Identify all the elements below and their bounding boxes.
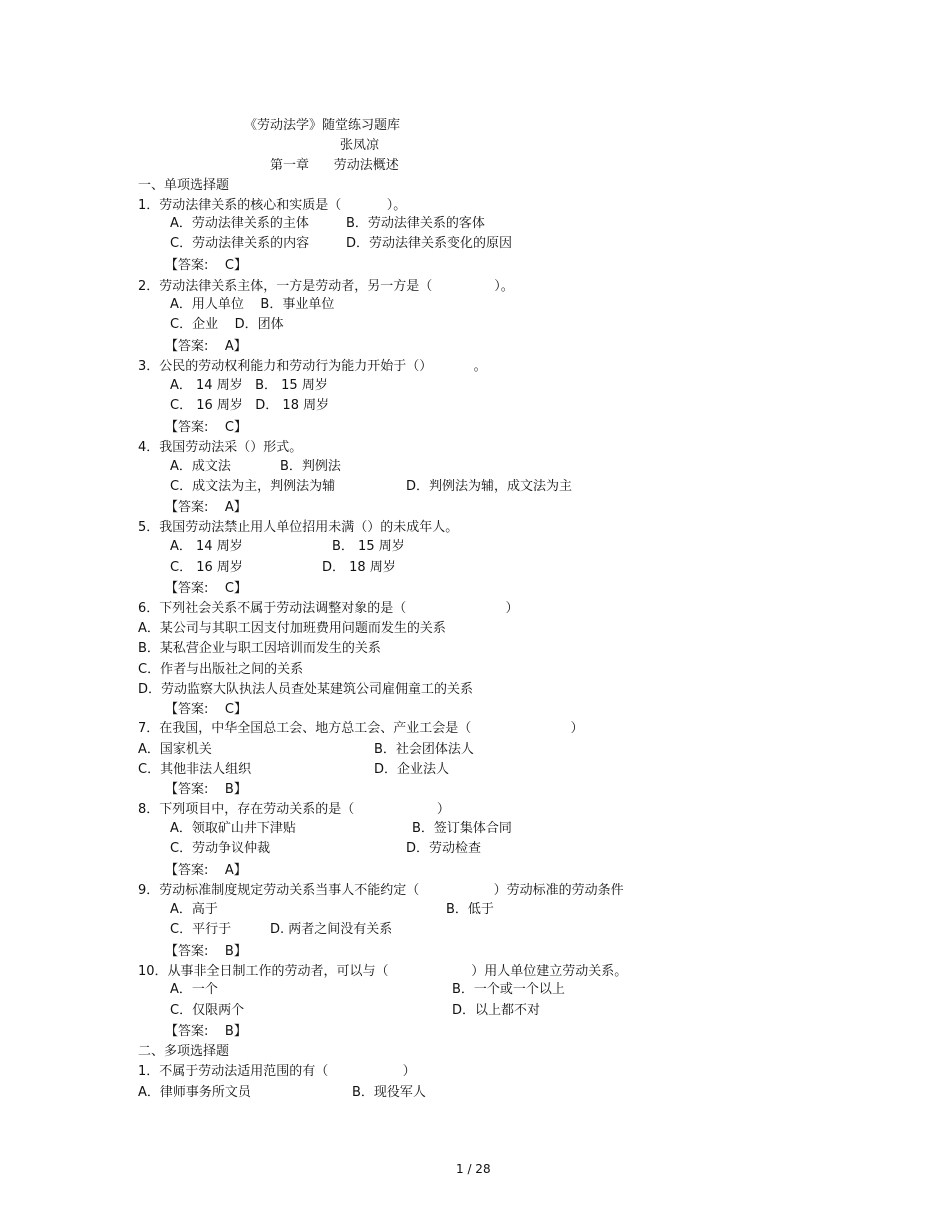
- question-stem: 3．公民的劳动权利能力和劳动行为能力开始于（） 。: [138, 359, 487, 374]
- question-stem: 1．劳动法律关系的核心和实质是（ ）。: [138, 198, 407, 213]
- chapter-heading: 第一章 劳动法概述: [270, 158, 399, 173]
- answer: 【答案: C】: [165, 581, 247, 596]
- option-b: B．判例法: [280, 459, 341, 474]
- option-c: C．作者与出版社之间的关系: [138, 662, 304, 677]
- question-stem: 7．在我国，中华全国总工会、地方总工会、产业工会是（ ）: [138, 721, 584, 736]
- section-heading-multi: 二、多项选择题: [138, 1044, 230, 1059]
- option-d: D．判例法为辅，成文法为主: [406, 479, 573, 494]
- page-number: 1 / 28: [456, 1162, 491, 1176]
- section-heading-single: 一、单项选择题: [138, 178, 230, 193]
- option-b: B． 15 周岁: [332, 539, 405, 554]
- option-c: C．仅限两个: [170, 1003, 245, 1018]
- question-stem: 4．我国劳动法采（）形式。: [138, 440, 303, 455]
- answer: 【答案: C】: [165, 702, 247, 717]
- option-ab: A．用人单位 B．事业单位: [170, 297, 335, 312]
- option-d: D．企业法人: [374, 762, 450, 777]
- question-stem: 5．我国劳动法禁止用人单位招用未满（）的未成年人。: [138, 520, 459, 535]
- option-d: D．劳动检查: [406, 841, 482, 856]
- author: 张凤凉: [340, 138, 380, 153]
- question-stem: 9．劳动标准制度规定劳动关系当事人不能约定（ ）劳动标准的劳动条件: [138, 883, 624, 898]
- option-b: B．低于: [446, 902, 494, 917]
- answer: 【答案: C】: [165, 258, 247, 273]
- option-d: D. 两者之间没有关系: [270, 922, 393, 937]
- option-a: A．劳动法律关系的主体: [170, 216, 309, 231]
- option-a: A．国家机关: [138, 742, 212, 757]
- question-stem: 6．下列社会关系不属于劳动法调整对象的是（ ）: [138, 601, 519, 616]
- option-d: D．以上都不对: [452, 1003, 541, 1018]
- answer: 【答案: A】: [165, 339, 247, 354]
- option-d: D．劳动法律关系变化的原因: [346, 236, 513, 251]
- option-a: A．某公司与其职工因支付加班费用问题而发生的关系: [138, 621, 446, 636]
- option-b: B．现役军人: [352, 1085, 426, 1100]
- question-stem: 8．下列项目中，存在劳动关系的是（ ）: [138, 802, 450, 817]
- answer: 【答案: B】: [165, 1024, 247, 1039]
- answer: 【答案: B】: [165, 782, 247, 797]
- answer: 【答案: A】: [165, 863, 247, 878]
- option-b: B．社会团体法人: [374, 742, 474, 757]
- option-ab: A． 14 周岁 B． 15 周岁: [170, 378, 328, 393]
- option-a: A．律师事务所文员: [138, 1085, 251, 1100]
- answer: 【答案: A】: [165, 500, 247, 515]
- document-title: 《劳动法学》随堂练习题库: [244, 118, 401, 133]
- option-d: D． 18 周岁: [322, 560, 396, 575]
- option-cd: C． 16 周岁 D． 18 周岁: [170, 398, 330, 413]
- option-a: A．一个: [170, 982, 218, 997]
- option-b: B．某私营企业与职工因培训而发生的关系: [138, 641, 381, 656]
- answer: 【答案: C】: [165, 420, 247, 435]
- option-d: D．劳动监察大队执法人员查处某建筑公司雇佣童工的关系: [138, 682, 474, 697]
- option-c: C．平行于: [170, 922, 232, 937]
- option-a: A．高于: [170, 902, 218, 917]
- option-c: C．其他非法人组织: [138, 762, 252, 777]
- option-a: A． 14 周岁: [170, 539, 243, 554]
- question-stem: 2．劳动法律关系主体，一方是劳动者，另一方是（ ）。: [138, 279, 514, 294]
- option-c: C．劳动争议仲裁: [170, 841, 271, 856]
- answer: 【答案: B】: [165, 944, 247, 959]
- option-a: A．领取矿山井下津贴: [170, 821, 296, 836]
- option-b: B．一个或一个以上: [452, 982, 565, 997]
- option-c: C． 16 周岁: [170, 560, 243, 575]
- option-c: C．成文法为主，判例法为辅: [170, 479, 336, 494]
- option-a: A．成文法: [170, 459, 231, 474]
- option-b: B．劳动法律关系的客体: [346, 216, 485, 231]
- option-c: C．劳动法律关系的内容: [170, 236, 310, 251]
- option-b: B．签订集体合同: [412, 821, 512, 836]
- option-cd: C．企业 D．团体: [170, 317, 284, 332]
- question-stem: 10．从事非全日制工作的劳动者，可以与（ ）用人单位建立劳动关系。: [138, 964, 628, 979]
- question-stem: 1．不属于劳动法适用范围的有（ ）: [138, 1064, 416, 1079]
